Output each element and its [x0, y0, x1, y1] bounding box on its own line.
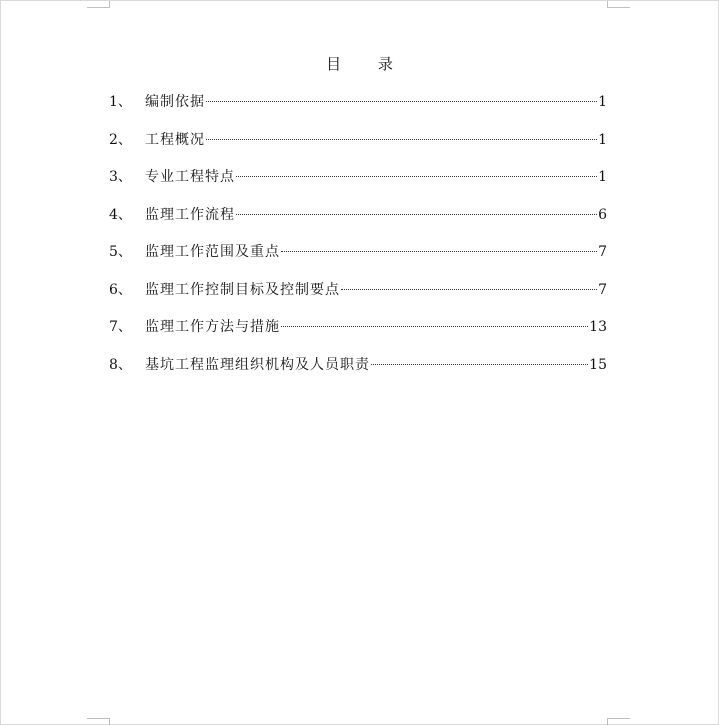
toc-entry-text: 监理工作方法与措施 [145, 319, 280, 335]
toc-entry-text: 工程概况 [145, 131, 205, 148]
toc-entry-text: 监理工作范围及重点 [145, 244, 280, 260]
toc-title: 目 录 [326, 55, 409, 73]
toc-entry-text: 编制依据 [145, 94, 205, 110]
toc-entry-number: 5、 [109, 244, 132, 260]
crop-mark-bottom-right [607, 718, 630, 725]
toc-entry-page: 1 [598, 131, 607, 148]
toc-dot-leader [236, 214, 597, 215]
toc-entry-page: 15 [589, 356, 607, 373]
toc-entry-text: 监理工作控制目标及控制要点 [145, 281, 340, 298]
toc-entry-text: 专业工程特点 [145, 169, 235, 185]
toc-entry[interactable] [109, 92, 607, 130]
toc-entry-number: 4、 [109, 206, 132, 223]
crop-mark-top-left [87, 1, 110, 8]
toc-entry[interactable] [109, 167, 607, 205]
toc-entry[interactable] [109, 317, 607, 355]
toc-entry-page: 1 [598, 169, 607, 185]
toc-entry[interactable] [109, 355, 607, 393]
toc-entry-page: 1 [598, 94, 607, 110]
toc-entry-number: 8、 [109, 356, 132, 373]
toc-entry[interactable] [109, 205, 607, 243]
toc-entry-text: 监理工作流程 [145, 206, 235, 223]
toc-entry-page: 7 [598, 281, 607, 298]
toc-entry-text: 基坑工程监理组织机构及人员职责 [145, 356, 370, 373]
toc-entry-number: 6、 [109, 281, 132, 298]
toc-entry-number: 2、 [109, 131, 132, 148]
toc-entry[interactable] [109, 130, 607, 168]
toc-entry-page: 6 [598, 206, 607, 223]
toc-dot-leader [281, 251, 597, 252]
toc-entry-page: 7 [598, 244, 607, 260]
toc-list [109, 92, 607, 392]
toc-entry-number: 7、 [109, 319, 132, 335]
toc-entry-number: 3、 [109, 169, 132, 185]
toc-entry-number: 1、 [109, 94, 132, 110]
toc-dot-leader [371, 364, 588, 365]
toc-entry[interactable] [109, 280, 607, 318]
toc-dot-leader [206, 101, 597, 102]
toc-dot-leader [341, 289, 597, 290]
toc-entry[interactable] [109, 242, 607, 280]
crop-mark-top-right [607, 1, 630, 8]
toc-dot-leader [206, 139, 597, 140]
toc-dot-leader [281, 326, 588, 327]
crop-mark-bottom-left [87, 718, 110, 725]
toc-dot-leader [236, 176, 597, 177]
toc-entry-page: 13 [589, 319, 607, 335]
